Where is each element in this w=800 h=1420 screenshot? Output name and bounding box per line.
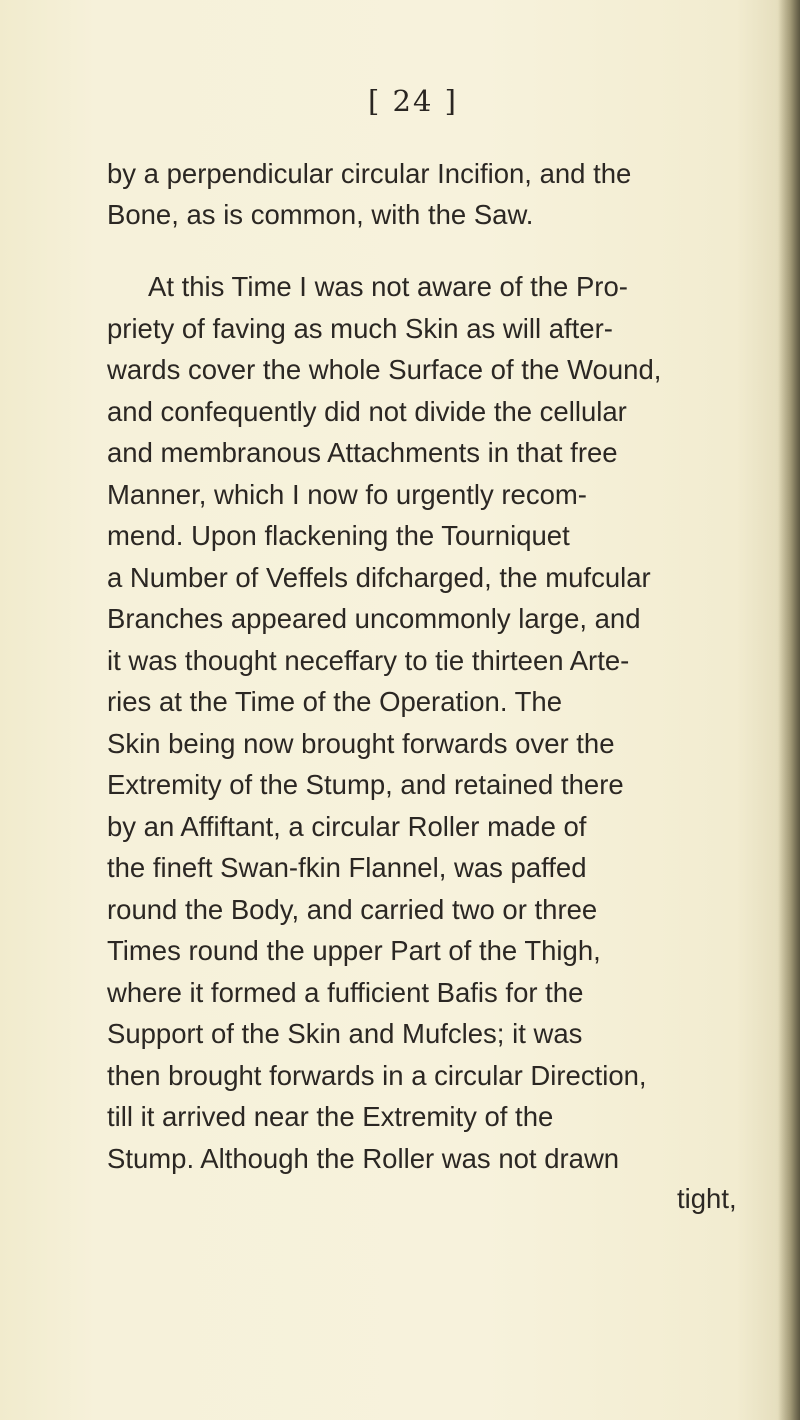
text-line: by a perpendicular circular Incifion, and the <box>107 158 632 189</box>
text-line: At this Time I was not aware of the Pro- <box>148 271 628 302</box>
text-line: and confequently did not divide the cellular <box>107 396 627 427</box>
text-line: where it formed a fufficient Bafis for the <box>107 977 584 1008</box>
text-line: Manner, which I now fo urgently recom- <box>107 479 587 510</box>
text-line: then brought forwards in a circular Direction, <box>107 1060 647 1091</box>
text-line: Times round the upper Part of the Thigh, <box>107 935 601 966</box>
text-line: Support of the Skin and Mufcles; it was <box>107 1018 583 1049</box>
text-line: round the Body, and carried two or three <box>107 894 598 925</box>
text-line: Skin being now brought forwards over the <box>107 728 615 759</box>
page-number-header: [ 24 ] <box>368 84 458 118</box>
text-line: till it arrived near the Extremity of the <box>107 1101 554 1132</box>
text-line: a Number of Veffels difcharged, the mufcular <box>107 562 651 593</box>
text-line: by an Affiftant, a circular Roller made of <box>107 811 587 842</box>
text-line: mend. Upon flackening the Tourniquet <box>107 520 570 551</box>
text-line: the fineft Swan-fkin Flannel, was paffed <box>107 852 587 883</box>
text-line: it was thought neceffary to tie thirteen Arte- <box>107 645 630 676</box>
text-line: Extremity of the Stump, and retained there <box>107 769 624 800</box>
text-line: Bone, as is common, with the Saw. <box>107 199 534 230</box>
text-line: ries at the Time of the Operation. The <box>107 686 563 717</box>
catchword: tight, <box>677 1183 737 1214</box>
page-edge-shadow <box>778 0 800 1420</box>
text-line: Branches appeared uncommonly large, and <box>107 603 641 634</box>
text-line: priety of faving as much Skin as will after- <box>107 313 613 344</box>
text-line: and membranous Attachments in that free <box>107 437 618 468</box>
text-line: Stump. Although the Roller was not drawn <box>107 1143 620 1174</box>
text-line: wards cover the whole Surface of the Wound, <box>107 354 662 385</box>
